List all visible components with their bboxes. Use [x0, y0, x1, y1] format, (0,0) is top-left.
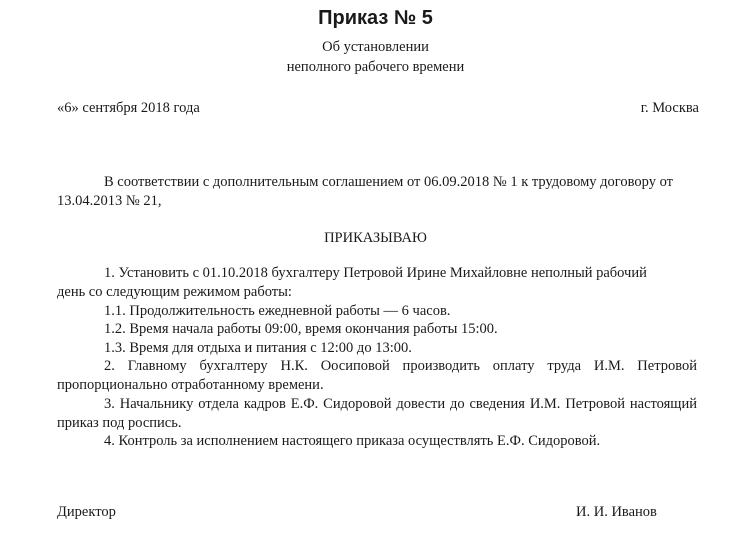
- order-item-3: 3. Начальнику отдела кадров Е.Ф. Сидоровой довести до сведения И.М. Петровой настоящий приказ под роспись.: [57, 396, 697, 431]
- order-item-4: 4. Контроль за исполнением настоящего приказа осуществлять Е.Ф. Сидоровой.: [104, 433, 601, 449]
- order-item-1-1: 1.1. Продолжительность ежедневной работы — 6 часов.: [104, 303, 451, 319]
- document-title: Приказ № 5: [318, 7, 433, 29]
- order-item-2: 2. Главному бухгалтеру Н.К. Оосиповой производить оплату труда И.М. Петровой пропорционально отработанному времени.: [57, 358, 697, 393]
- document-city: г. Москва: [640, 100, 699, 116]
- signature-title: Директор: [57, 504, 116, 520]
- order-heading: ПРИКАЗЫВАЮ: [324, 230, 427, 246]
- document-subtitle-line1: Об установлении: [322, 39, 429, 55]
- document-subtitle-line2: неполного рабочего времени: [286, 59, 465, 75]
- order-item-1: 1. Установить с 01.10.2018 бухгалтеру Петровой Ирине Михайловне неполный рабочий день со следующим режимом работы:: [57, 265, 647, 300]
- order-item-1-3: 1.3. Время для отдыха и питания с 12:00 до 13:00.: [104, 340, 412, 356]
- document-date: «6» сентября 2018 года: [57, 100, 200, 116]
- intro-paragraph: В соответствии с дополнительным соглашением от 06.09.2018 № 1 к трудовому договору от 13.04.2013 № 21,: [57, 174, 673, 209]
- signature-name: И. И. Иванов: [576, 504, 657, 520]
- order-item-1-2: 1.2. Время начала работы 09:00, время окончания работы 15:00.: [104, 321, 498, 337]
